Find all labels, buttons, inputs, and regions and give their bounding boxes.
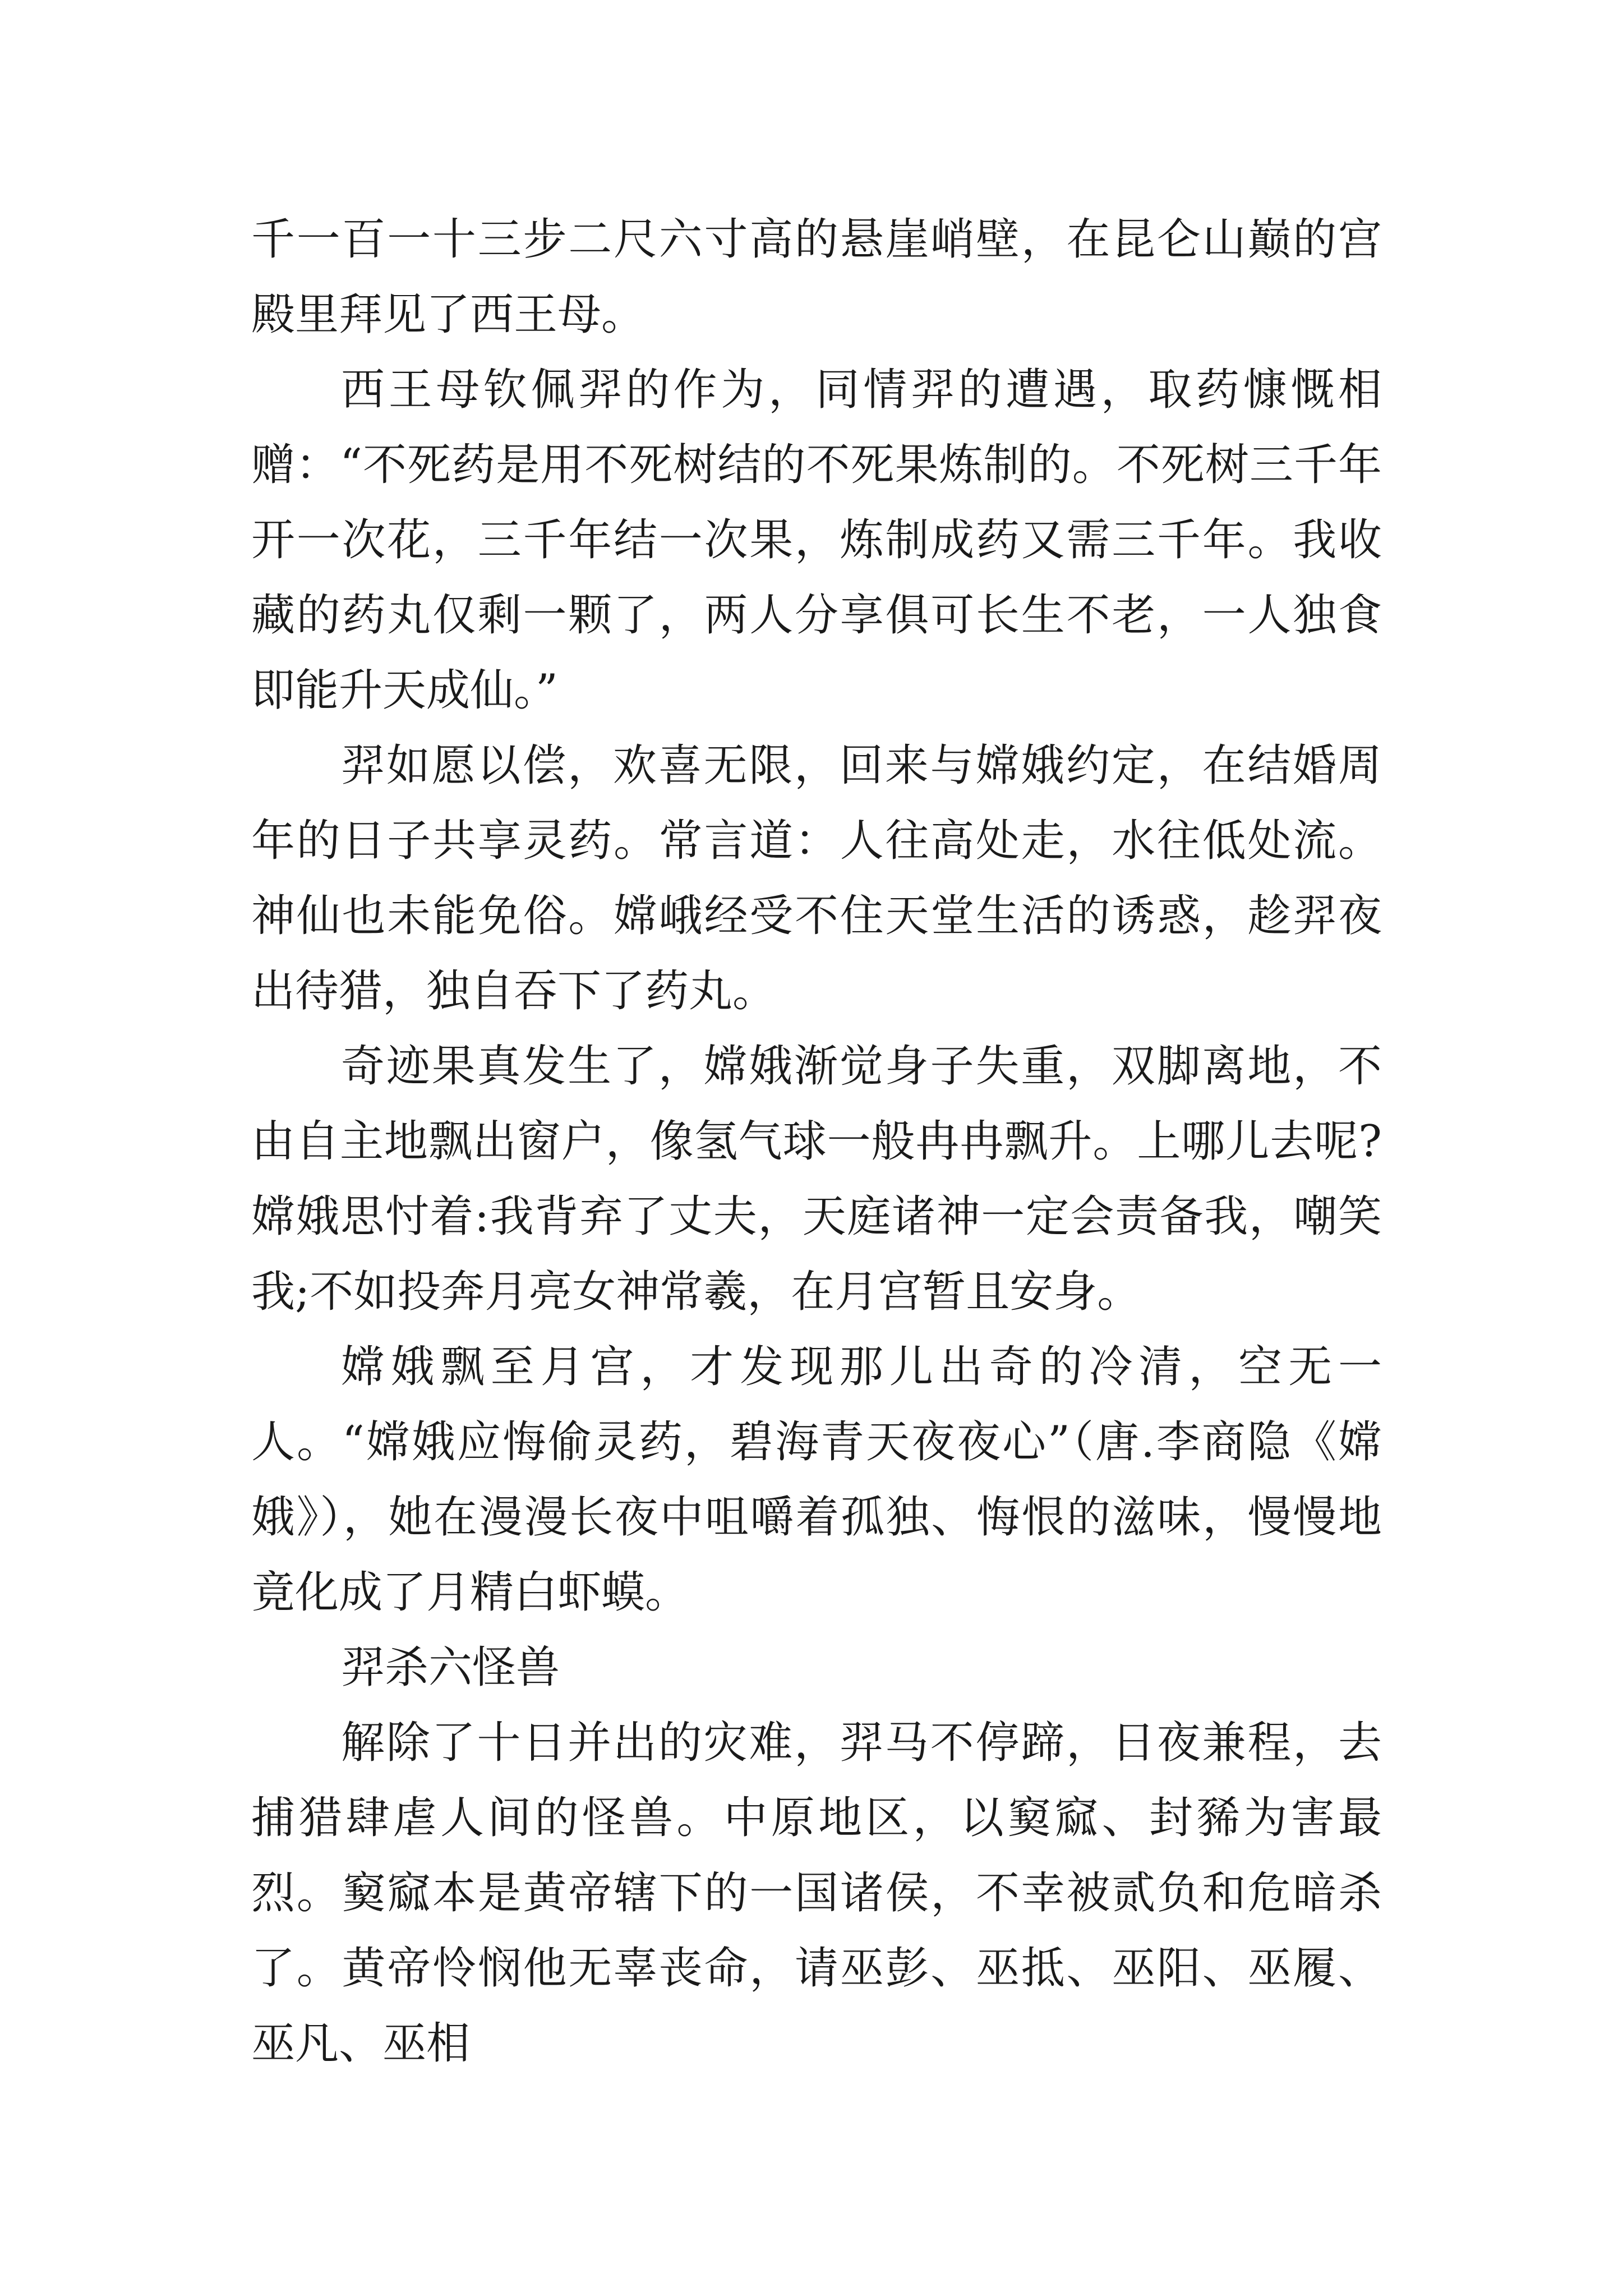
paragraph-1: 千一百一十三步二尺六寸高的悬崖峭壁，在昆仑山巅的宫殿里拜见了西王母。 [251,214,1382,340]
section-heading: 羿杀六怪兽 [341,1642,560,1693]
paragraph-5: 嫦娥飘至月宫，才发现那儿出奇的冷清，空无一人。“嫦娥应悔偷灵药，碧海青天夜夜心”（唐.李商隐《嫦娥》），她在漫漫长夜中咀嚼着孤独、悔恨的滋味，慢慢地竟化成了月精白虾蟆。 [251,1342,1382,1618]
paragraph-2: 西王母钦佩羿的作为，同情羿的遭遇，取药慷慨相赠：“不死药是用不死树结的不死果炼制的。不死树三千年开一次花，三千年结一次果，炼制成药又需三千年。我收藏的药丸仅剩一颗了，两人分享俱可长生不老，一人独食即能升天成仙。” [251,365,1382,716]
paragraph-3: 羿如愿以偿，欢喜无限，回来与嫦娥约定，在结婚周年的日子共享灵药。常言道：人往高处走，水往低处流。神仙也未能免俗。嫦峨经受不住天堂生活的诱惑，趁羿夜出待猎，独自吞下了药丸。 [251,740,1382,1016]
paragraph-4: 奇迹果真发生了，嫦娥渐觉身子失重，双脚离地，不由自主地飘出窗户，像氢气球一般冉冉飘升。上哪儿去呢?嫦娥思忖着:我背弃了丈夫，天庭诸神一定会责备我，嘲笑我;不如投奔月亮女神常羲，在月宫暂且安身。 [251,1041,1382,1317]
document-body [251,202,1382,2081]
paragraph-6: 解除了十日并出的灾难，羿马不停蹄，日夜兼程，去捕猎肆虐人间的怪兽。中原地区，以窫窳、封豨为害最烈。窫窳本是黄帝辖下的一国诸侯，不幸被贰负和危暗杀了。黄帝怜悯他无辜丧命，请巫彭、巫抵、巫阳、巫履、巫凡、巫相 [251,1718,1382,2069]
